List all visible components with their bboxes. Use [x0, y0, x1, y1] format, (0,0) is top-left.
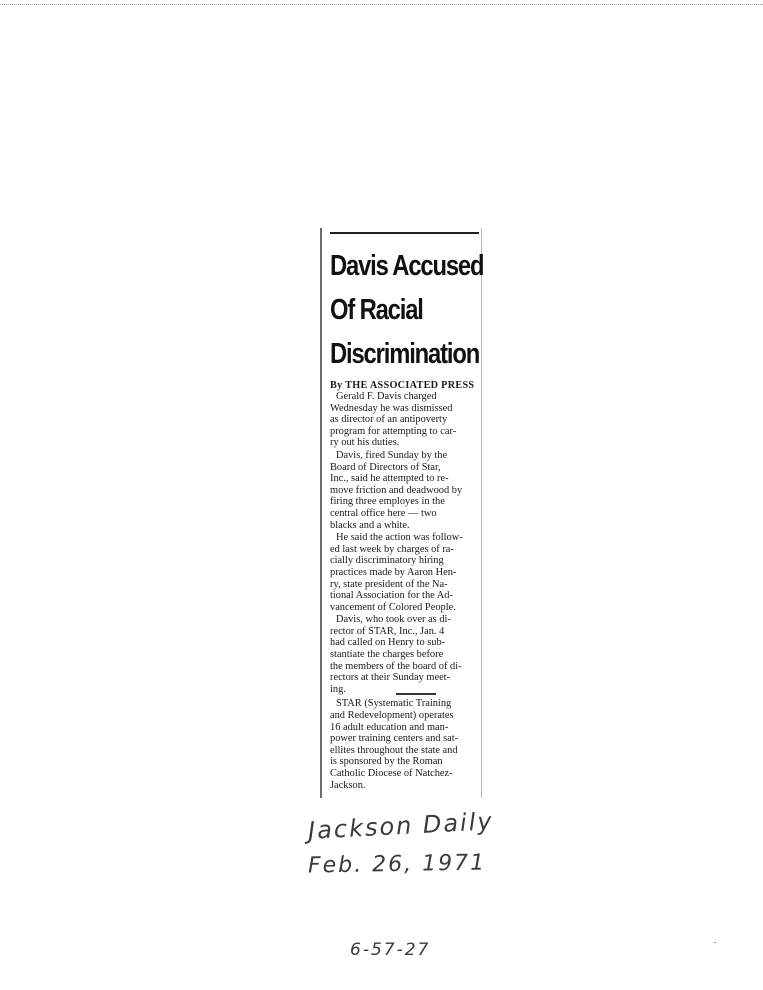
- handwritten-date: Feb. 26, 1971: [307, 850, 487, 879]
- article-paragraph: Davis, fired Sunday by the Board of Directors of Star, Inc., said he attempted to re- move friction and deadwood by firing three employes in the central office here — two blacks and a white.: [330, 449, 463, 531]
- headline-line: Discrimination: [330, 338, 480, 370]
- article-paragraph: STAR (Systematic Training and Redevelopment) operates 16 adult education and man- power training centers and sat- ellites throughout the state and is sponsored by the Roman Catholic Diocese of Natchez- Jackson.: [330, 698, 459, 791]
- scan-top-edge: [0, 4, 763, 5]
- article-byline: By THE ASSOCIATED PRESS: [330, 380, 475, 391]
- handwritten-source: Jackson Daily: [307, 807, 495, 845]
- article-paragraph: Davis, who took over as di- rector of STAR, Inc., Jan. 4 had called on Henry to sub- stantiate the charges before the members of the board of di- rectors at their Sunday meet- ing.: [330, 614, 462, 695]
- scan-speck: [714, 942, 716, 943]
- headline-line: Of Racial: [330, 294, 423, 326]
- article-paragraph: He said the action was follow- ed last week by charges of ra- cially discriminatory hiring practices made by Aaron Hen- ry, state president of the Na- tional Association for the Ad- vancement of Colored People.: [330, 532, 463, 613]
- article-paragraph: Gerald F. Davis charged Wednesday he was dismissed as director of an antipoverty program for attempting to car- ry out his duties.: [330, 391, 457, 449]
- section-dash: [396, 693, 436, 695]
- clipping-top-rule: [330, 232, 479, 234]
- headline-line: Davis Accused: [330, 250, 484, 282]
- handwritten-code: 6-57-27: [350, 940, 431, 960]
- article-headline: [330, 244, 484, 376]
- newspaper-clipping: [320, 228, 482, 798]
